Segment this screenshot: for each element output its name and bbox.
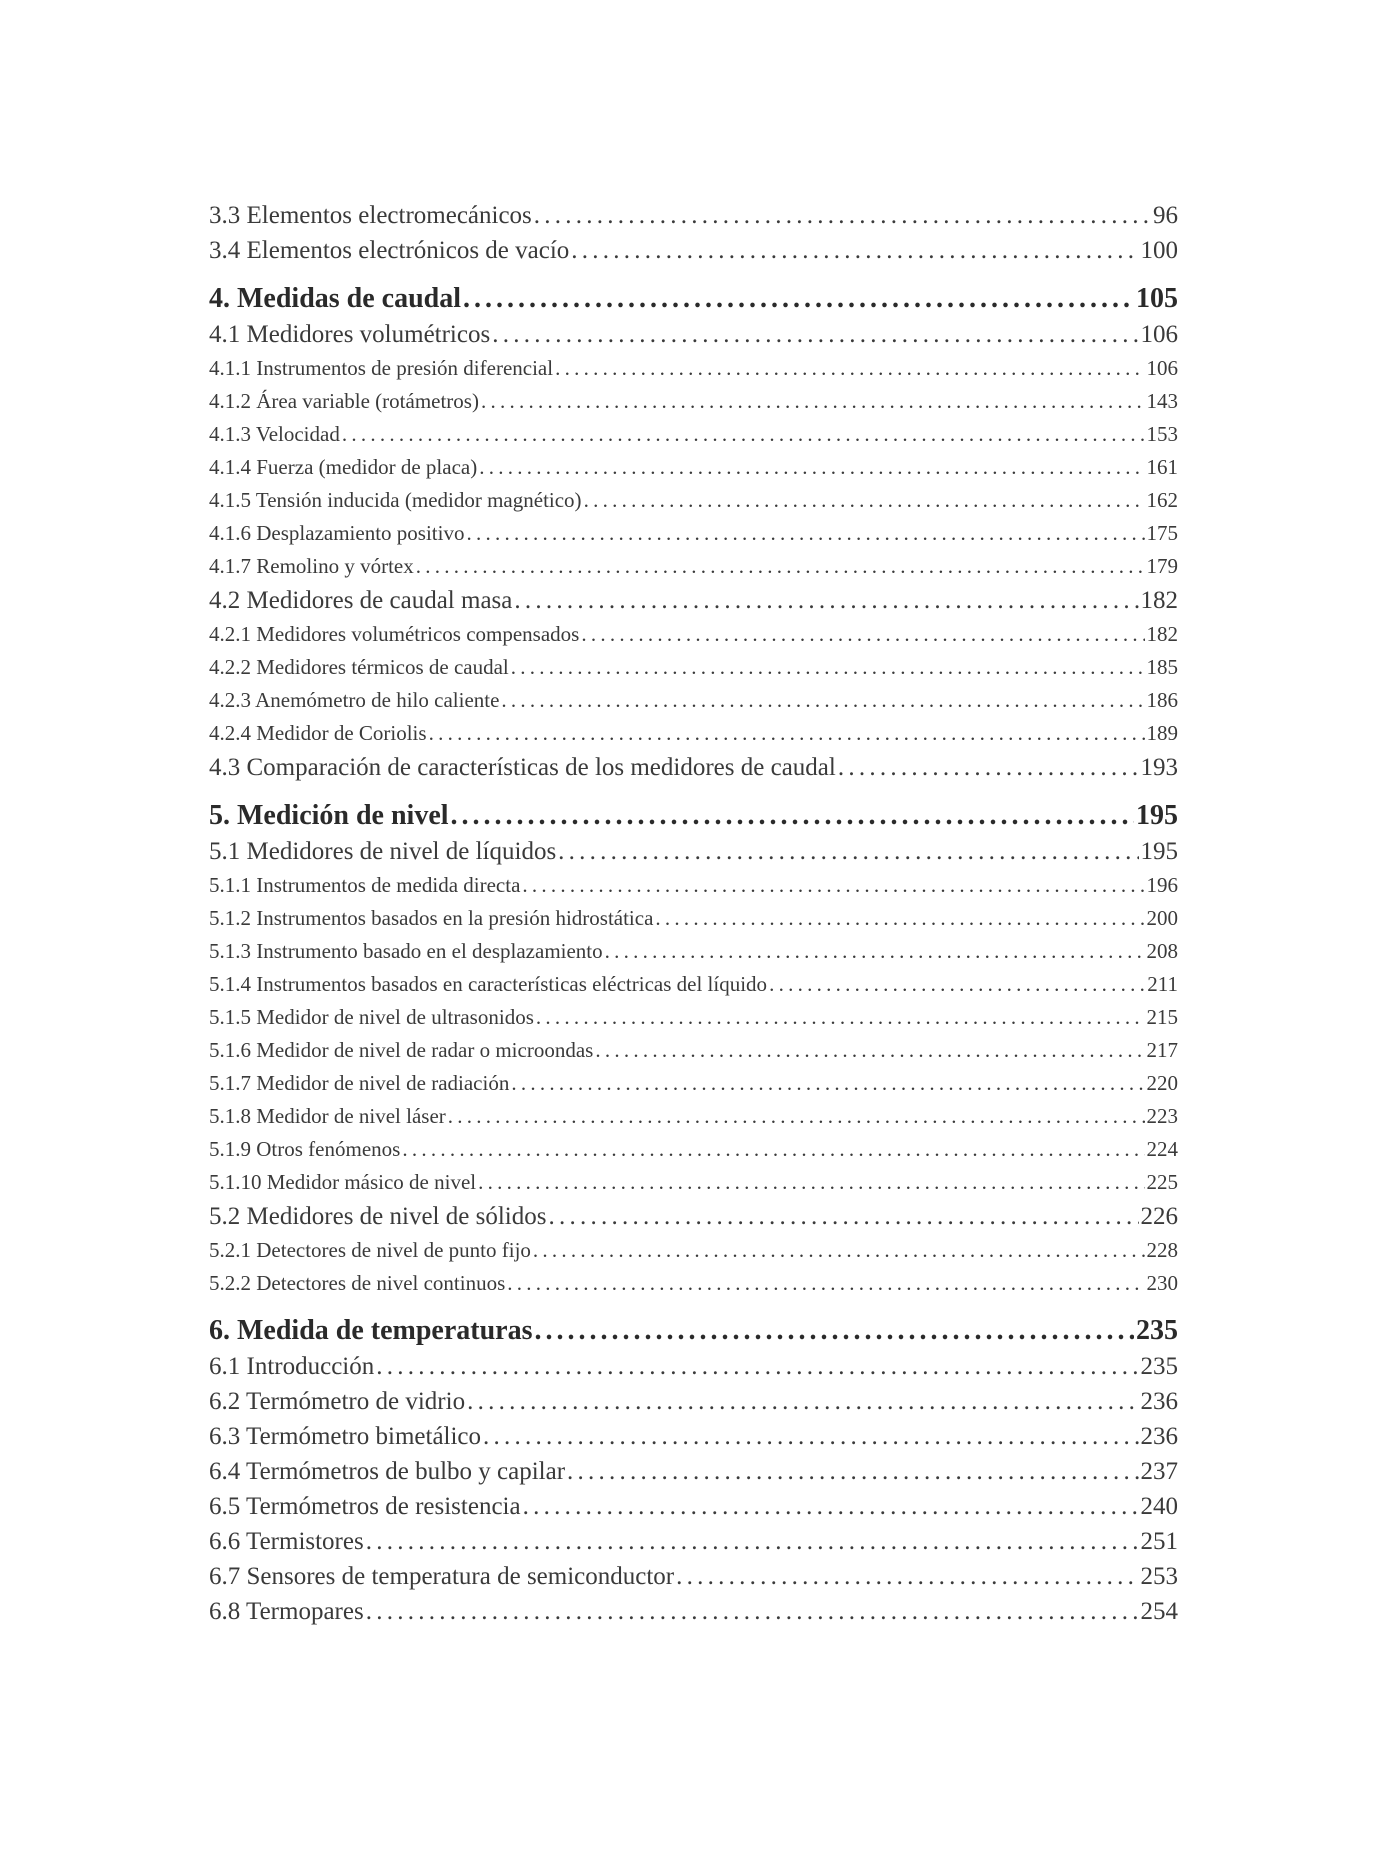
dot-leader <box>571 233 1138 268</box>
dot-leader <box>483 1419 1138 1454</box>
toc-entry-page: 100 <box>1140 237 1178 264</box>
toc-entry[interactable] <box>209 1559 1178 1594</box>
toc-subentry-title: 5.2.2 Detectores de nivel continuos <box>209 1271 506 1295</box>
toc-entry-title: 6.5 Termómetros de resistencia <box>209 1493 521 1520</box>
toc-entry-title: 4.2 Medidores de caudal masa <box>209 587 513 614</box>
toc-subentry-title: 5.1.8 Medidor de nivel láser <box>209 1104 446 1128</box>
toc-subentry-page: 153 <box>1146 422 1178 446</box>
toc-chapter-entry[interactable] <box>209 281 1178 317</box>
toc-entry-title: 6.2 Termómetro de vidrio <box>209 1388 466 1415</box>
toc-entry-page: 226 <box>1140 1203 1178 1230</box>
toc-entry-title: 6.3 Termómetro bimetálico <box>209 1423 482 1450</box>
toc-entry-title: 6.7 Sensores de temperatura de semiconductor <box>209 1563 675 1590</box>
toc-subentry-title: 5.1.7 Medidor de nivel de radiación <box>209 1071 510 1095</box>
toc-subentry-page: 230 <box>1146 1271 1178 1295</box>
toc-subentry[interactable] <box>209 935 1178 968</box>
toc-subentry-page: 162 <box>1146 488 1178 512</box>
toc-entry-page: 96 <box>1153 202 1178 229</box>
dot-leader <box>466 517 1144 550</box>
toc-subentry[interactable] <box>209 618 1178 651</box>
toc-subentry[interactable] <box>209 1100 1178 1133</box>
dot-leader <box>555 352 1144 385</box>
toc-chapter-page: 105 <box>1136 283 1178 314</box>
dot-leader <box>416 550 1145 583</box>
dot-leader <box>366 1594 1139 1629</box>
toc-subentry[interactable] <box>209 1067 1178 1100</box>
toc-subentry-title: 5.1.3 Instrumento basado en el desplazamiento <box>209 939 603 963</box>
toc-subentry-page: 179 <box>1146 554 1178 578</box>
toc-subentry-title: 4.1.4 Fuerza (medidor de placa) <box>209 455 478 479</box>
toc-subentry[interactable] <box>209 1267 1178 1300</box>
toc-entry-page: 193 <box>1140 754 1178 781</box>
toc-entry[interactable] <box>209 198 1178 233</box>
toc-chapter-entry[interactable] <box>209 1313 1178 1349</box>
dot-leader <box>533 1234 1145 1267</box>
toc-entry-page: 106 <box>1140 321 1178 348</box>
dot-leader <box>535 1313 1134 1349</box>
toc-subentry-page: 186 <box>1146 688 1178 712</box>
dot-leader <box>523 1489 1139 1524</box>
table-of-contents <box>209 198 1178 1629</box>
toc-subentry-title: 4.1.6 Desplazamiento positivo <box>209 521 465 545</box>
dot-leader <box>676 1559 1138 1594</box>
toc-subentry-title: 4.2.2 Medidores térmicos de caudal <box>209 655 509 679</box>
toc-subentry-page: 225 <box>1146 1170 1178 1194</box>
toc-entry-page: 182 <box>1140 587 1178 614</box>
toc-subentry[interactable] <box>209 968 1178 1001</box>
dot-leader <box>429 717 1145 750</box>
dot-leader <box>548 1199 1138 1234</box>
dot-leader <box>511 1067 1144 1100</box>
toc-subentry[interactable] <box>209 418 1178 451</box>
toc-subentry-page: 185 <box>1146 655 1178 679</box>
toc-entry-page: 253 <box>1140 1563 1178 1590</box>
dot-leader <box>605 935 1145 968</box>
dot-leader <box>448 1100 1145 1133</box>
toc-entry-title: 5.1 Medidores de nivel de líquidos <box>209 838 557 865</box>
toc-entry[interactable] <box>209 233 1178 268</box>
toc-entry-title: 6.8 Termopares <box>209 1598 364 1625</box>
toc-entry-page: 195 <box>1140 838 1178 865</box>
dot-leader <box>584 484 1145 517</box>
toc-entry-page: 240 <box>1140 1493 1178 1520</box>
toc-subentry[interactable] <box>209 385 1178 418</box>
dot-leader <box>536 1001 1145 1034</box>
toc-entry-page: 236 <box>1140 1388 1178 1415</box>
toc-subentry-page: 143 <box>1146 389 1178 413</box>
dot-leader <box>451 798 1134 834</box>
dot-leader <box>511 651 1145 684</box>
toc-entry-page: 235 <box>1140 1353 1178 1380</box>
dot-leader <box>514 583 1138 618</box>
toc-subentry-page: 175 <box>1146 521 1178 545</box>
toc-entry-title: 6.4 Termómetros de bulbo y capilar <box>209 1458 566 1485</box>
toc-entry-title: 6.1 Introducción <box>209 1353 375 1380</box>
dot-leader <box>402 1133 1144 1166</box>
toc-chapter-title: 4. Medidas de caudal <box>209 283 462 314</box>
toc-entry[interactable] <box>209 583 1178 618</box>
toc-subentry-page: 224 <box>1146 1137 1178 1161</box>
toc-subentry-page: 217 <box>1146 1038 1178 1062</box>
toc-subentry-title: 5.1.10 Medidor másico de nivel <box>209 1170 477 1194</box>
toc-subentry[interactable] <box>209 1166 1178 1199</box>
dot-leader <box>581 618 1144 651</box>
toc-entry[interactable] <box>209 1199 1178 1234</box>
toc-subentry-page: 223 <box>1146 1104 1178 1128</box>
toc-subentry-title: 4.1.2 Área variable (rotámetros) <box>209 389 479 413</box>
toc-chapter-page: 235 <box>1136 1315 1178 1346</box>
toc-entry-title: 4.1 Medidores volumétricos <box>209 321 491 348</box>
toc-subentry-title: 5.1.2 Instrumentos basados en la presión hidrostática <box>209 906 654 930</box>
toc-chapter-page: 195 <box>1136 800 1178 831</box>
toc-subentry[interactable] <box>209 1001 1178 1034</box>
toc-subentry-page: 106 <box>1146 356 1178 380</box>
dot-leader <box>595 1034 1144 1067</box>
dot-leader <box>492 317 1138 352</box>
toc-entry[interactable] <box>209 1524 1178 1559</box>
toc-subentry-page: 220 <box>1146 1071 1178 1095</box>
toc-subentry[interactable] <box>209 1133 1178 1166</box>
toc-subentry-title: 5.1.4 Instrumentos basados en características eléctricas del líquido <box>209 972 768 996</box>
toc-subentry-page: 211 <box>1147 972 1178 996</box>
dot-leader <box>376 1349 1138 1384</box>
toc-entry-title: 3.3 Elementos electromecánicos <box>209 202 532 229</box>
toc-entry[interactable] <box>209 1419 1178 1454</box>
toc-entry[interactable] <box>209 834 1178 869</box>
toc-entry[interactable] <box>209 317 1178 352</box>
dot-leader <box>463 281 1134 317</box>
toc-chapter-title: 5. Medición de nivel <box>209 800 449 831</box>
toc-subentry-page: 215 <box>1146 1005 1178 1029</box>
toc-subentry[interactable] <box>209 484 1178 517</box>
toc-subentry-page: 161 <box>1146 455 1178 479</box>
dot-leader <box>478 1166 1144 1199</box>
toc-subentry[interactable] <box>209 717 1178 750</box>
toc-subentry-page: 182 <box>1146 622 1178 646</box>
toc-entry[interactable] <box>209 1384 1178 1419</box>
toc-subentry-page: 196 <box>1146 873 1178 897</box>
toc-chapter-title: 6. Medida de temperaturas <box>209 1315 533 1346</box>
toc-subentry-title: 4.2.1 Medidores volumétricos compensados <box>209 622 580 646</box>
toc-entry[interactable] <box>209 1594 1178 1629</box>
dot-leader <box>522 869 1144 902</box>
toc-entry-title: 4.3 Comparación de características de los medidores de caudal <box>209 754 836 781</box>
dot-leader <box>366 1524 1139 1559</box>
toc-entry-page: 236 <box>1140 1423 1178 1450</box>
toc-subentry[interactable] <box>209 451 1178 484</box>
toc-subentry[interactable] <box>209 684 1178 717</box>
toc-subentry-page: 189 <box>1146 721 1178 745</box>
dot-leader <box>479 451 1144 484</box>
toc-entry-page: 254 <box>1140 1598 1178 1625</box>
dot-leader <box>467 1384 1138 1419</box>
toc-subentry-title: 4.2.3 Anemómetro de hilo caliente <box>209 688 500 712</box>
dot-leader <box>501 684 1144 717</box>
toc-subentry[interactable] <box>209 1234 1178 1267</box>
toc-entry[interactable] <box>209 750 1178 785</box>
toc-subentry[interactable] <box>209 352 1178 385</box>
toc-subentry[interactable] <box>209 550 1178 583</box>
toc-subentry-title: 5.2.1 Detectores de nivel de punto fijo <box>209 1238 531 1262</box>
toc-subentry-title: 5.1.1 Instrumentos de medida directa <box>209 873 521 897</box>
toc-subentry-title: 5.1.9 Otros fenómenos <box>209 1137 401 1161</box>
toc-subentry[interactable] <box>209 869 1178 902</box>
toc-subentry[interactable] <box>209 517 1178 550</box>
toc-entry-page: 251 <box>1140 1528 1178 1555</box>
toc-subentry-page: 200 <box>1146 906 1178 930</box>
toc-subentry-title: 4.1.5 Tensión inducida (medidor magnético) <box>209 488 582 512</box>
toc-entry-title: 3.4 Elementos electrónicos de vacío <box>209 237 570 264</box>
toc-chapter-entry[interactable] <box>209 798 1178 834</box>
dot-leader <box>655 902 1144 935</box>
toc-entry-page: 237 <box>1140 1458 1178 1485</box>
toc-subentry-title: 4.1.1 Instrumentos de presión diferencial <box>209 356 554 380</box>
dot-leader <box>567 1454 1138 1489</box>
toc-subentry[interactable] <box>209 902 1178 935</box>
toc-subentry-title: 4.1.3 Velocidad <box>209 422 340 446</box>
dot-leader <box>838 750 1139 785</box>
dot-leader <box>481 385 1145 418</box>
dot-leader <box>507 1267 1144 1300</box>
dot-leader <box>342 418 1145 451</box>
toc-subentry-title: 5.1.5 Medidor de nivel de ultrasonidos <box>209 1005 534 1029</box>
toc-entry-title: 6.6 Termistores <box>209 1528 364 1555</box>
toc-subentry-title: 5.1.6 Medidor de nivel de radar o microondas <box>209 1038 594 1062</box>
toc-entry[interactable] <box>209 1454 1178 1489</box>
dot-leader <box>558 834 1138 869</box>
toc-subentry[interactable] <box>209 651 1178 684</box>
toc-entry-title: 5.2 Medidores de nivel de sólidos <box>209 1203 547 1230</box>
toc-subentry[interactable] <box>209 1034 1178 1067</box>
toc-subentry-title: 4.2.4 Medidor de Coriolis <box>209 721 427 745</box>
toc-subentry-page: 208 <box>1146 939 1178 963</box>
toc-subentry-page: 228 <box>1146 1238 1178 1262</box>
toc-entry[interactable] <box>209 1489 1178 1524</box>
toc-subentry-title: 4.1.7 Remolino y vórtex <box>209 554 414 578</box>
dot-leader <box>534 198 1151 233</box>
dot-leader <box>769 968 1145 1001</box>
toc-entry[interactable] <box>209 1349 1178 1384</box>
